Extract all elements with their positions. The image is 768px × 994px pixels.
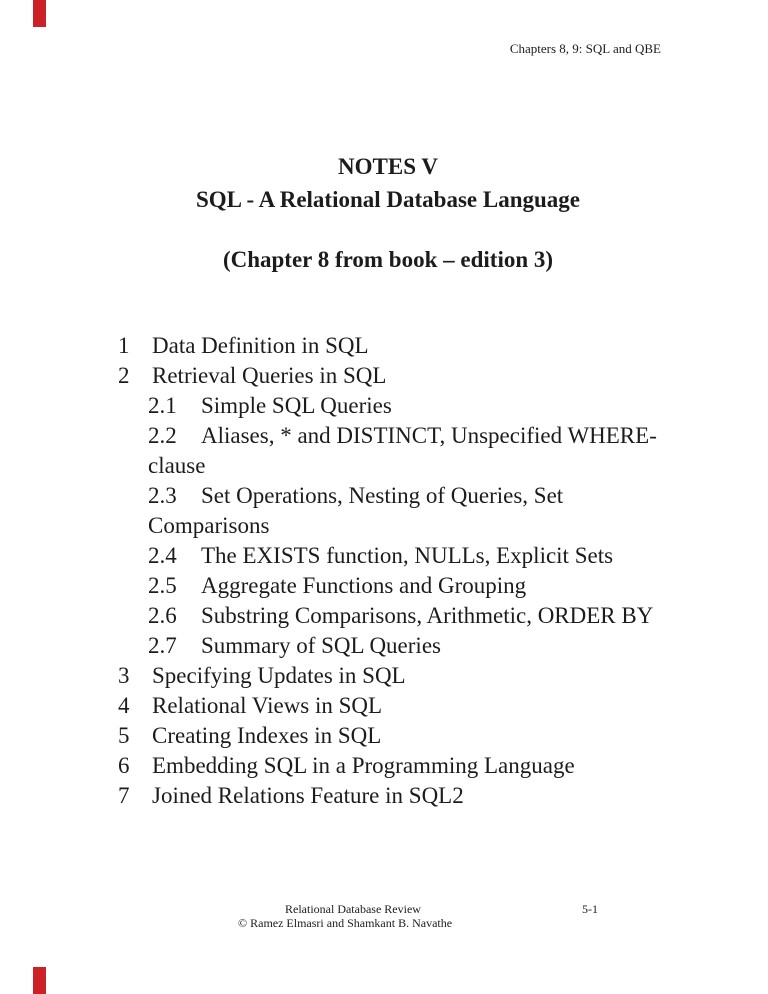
toc-line [0,541,768,571]
toc-number: 2.6 [148,603,177,628]
toc-text: Aliases, * and DISTINCT, Unspecified WHERE- [201,423,657,448]
toc-text: Joined Relations Feature in SQL2 [152,783,464,808]
toc-text: clause [148,453,206,478]
toc-line [0,601,768,631]
toc-line [0,631,768,661]
toc-text: Simple SQL Queries [201,393,392,418]
notes-title: NOTES V [338,154,438,179]
toc-number: 4 [118,693,130,718]
page-number: 5-1 [582,902,598,916]
toc-line [0,391,768,421]
toc-line [0,361,768,391]
toc-number: 2.7 [148,633,177,658]
toc-text: Retrieval Queries in SQL [152,363,387,388]
toc-line [0,781,768,811]
toc-number: 2 [118,363,130,388]
toc-line [0,571,768,601]
toc-number: 3 [118,663,130,688]
toc-number: 6 [118,753,130,778]
toc-number: 2.5 [148,573,177,598]
toc-number: 5 [118,723,130,748]
toc-line [0,661,768,691]
table-of-contents [0,331,768,811]
toc-number: 2.2 [148,423,177,448]
toc-number: 2.3 [148,483,177,508]
toc-number: 2.4 [148,543,177,568]
toc-text: Set Operations, Nesting of Queries, Set [201,483,564,508]
toc-number: 2.1 [148,393,177,418]
toc-text: Embedding SQL in a Programming Language [152,753,575,778]
toc-line [0,481,768,511]
toc-text: Creating Indexes in SQL [152,723,382,748]
red-ribbon-top-icon [33,0,46,27]
subtitle: SQL - A Relational Database Language [195,187,581,212]
toc-text: Data Definition in SQL [152,333,369,358]
toc-text: The EXISTS function, NULLs, Explicit Sets [201,543,614,568]
title-block [0,150,768,276]
chapter-edition-note: (Chapter 8 from book – edition 3) [222,247,554,272]
toc-text: Specifying Updates in SQL [152,663,406,688]
toc-text: Substring Comparisons, Arithmetic, ORDER BY [201,603,654,628]
toc-text: Aggregate Functions and Grouping [201,573,527,598]
toc-line [0,331,768,361]
toc-line [0,451,768,481]
red-ribbon-bottom-icon [33,967,46,994]
toc-line [0,691,768,721]
toc-text: Summary of SQL Queries [201,633,441,658]
running-header: Chapters 8, 9: SQL and QBE [509,41,661,56]
toc-line [0,751,768,781]
footer-copyright: © Ramez Elmasri and Shamkant B. Navathe [238,916,453,930]
footer-title: Relational Database Review [285,902,421,916]
toc-line [0,511,768,541]
toc-line [0,421,768,451]
toc-number: 1 [118,333,130,358]
toc-text: Comparisons [148,513,270,538]
toc-number: 7 [118,783,130,808]
toc-line [0,721,768,751]
toc-text: Relational Views in SQL [152,693,383,718]
